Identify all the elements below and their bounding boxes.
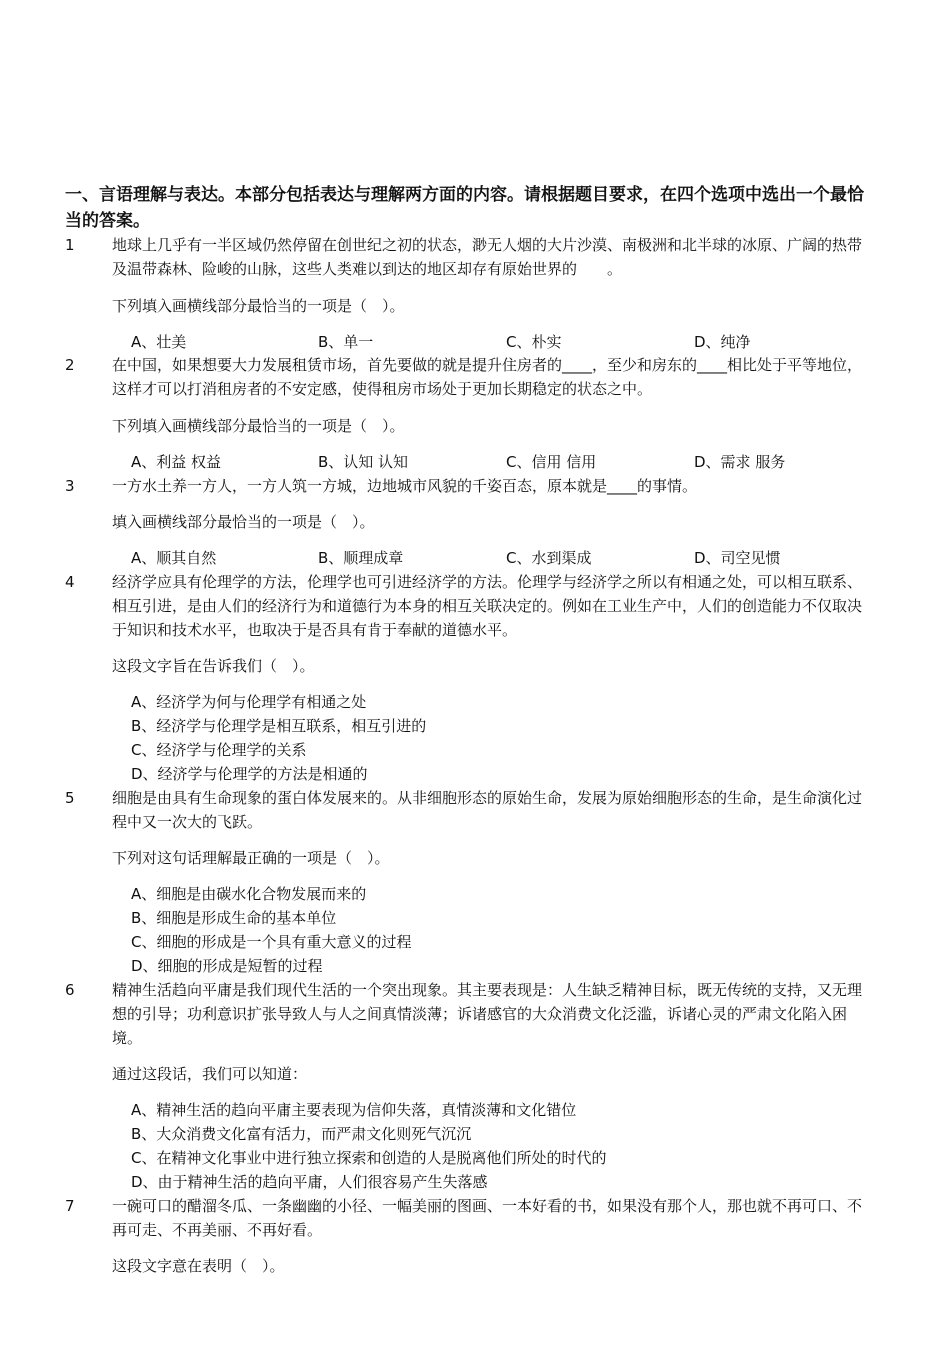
option-b[interactable]: B、大众消费文化富有活力，而严肃文化则死气沉沉	[131, 1125, 472, 1143]
option-c[interactable]: C、细胞的形成是一个具有重大意义的过程	[131, 933, 412, 951]
question-number: 4	[65, 573, 75, 591]
option-a[interactable]: A、利益 权益	[131, 453, 222, 471]
option-d[interactable]: D、由于精神生活的趋向平庸，人们很容易产生失落感	[131, 1173, 488, 1191]
section-title: 一、言语理解与表达。本部分包括表达与理解两方面的内容。请根据题目要求，在四个选项中选出一个最恰当的答案。	[65, 185, 864, 231]
question-number: 6	[65, 981, 75, 999]
question-number: 5	[65, 789, 75, 807]
question-number: 3	[65, 477, 75, 495]
question-prompt: 这段文字意在表明（ ）。	[112, 1257, 285, 1275]
option-b[interactable]: B、认知 认知	[318, 453, 409, 471]
option-c[interactable]: C、朴实	[506, 333, 562, 351]
option-a[interactable]: A、壮美	[131, 333, 187, 351]
question-prompt: 通过这段话，我们可以知道：	[112, 1065, 308, 1083]
question-stem: 地球上几乎有一半区域仍然停留在创世纪之初的状态，渺无人烟的大片沙漠、南极洲和北半球的冰原、广阔的热带及温带森林、险峻的山脉，这些人类难以到达的地区却存有原始世界的 。	[112, 236, 863, 278]
question-number: 1	[65, 236, 75, 254]
option-a[interactable]: A、精神生活的趋向平庸主要表现为信仰失落，真情淡薄和文化错位	[131, 1101, 577, 1119]
option-d[interactable]: D、司空见惯	[694, 549, 781, 567]
question-prompt: 下列对这句话理解最正确的一项是（ ）。	[112, 849, 390, 867]
question-prompt: 这段文字旨在告诉我们（ ）。	[112, 657, 315, 675]
option-c[interactable]: C、水到渠成	[506, 549, 592, 567]
option-b[interactable]: B、单一	[318, 333, 374, 351]
option-a[interactable]: A、细胞是由碳水化合物发展而来的	[131, 885, 367, 903]
question-number: 2	[65, 356, 75, 374]
question-stem: 在中国，如果想要大力发展租赁市场，首先要做的就是提升住房者的____，至少和房东的____相比处于平等地位，这样才可以打消租房者的不安定感，使得租房市场处于更加长期稳定的状态之中。	[112, 356, 863, 398]
option-d[interactable]: D、经济学与伦理学的方法是相通的	[131, 765, 368, 783]
question-prompt: 填入画横线部分最恰当的一项是（ ）。	[112, 513, 375, 531]
question-number: 7	[65, 1197, 75, 1215]
option-b[interactable]: B、顺理成章	[318, 549, 404, 567]
question-stem: 细胞是由具有生命现象的蛋白体发展来的。从非细胞形态的原始生命，发展为原始细胞形态的生命，是生命演化过程中又一次大的飞跃。	[112, 789, 863, 831]
option-d[interactable]: D、需求 服务	[694, 453, 786, 471]
option-a[interactable]: A、经济学为何与伦理学有相通之处	[131, 693, 367, 711]
option-d[interactable]: D、纯净	[694, 333, 751, 351]
question-stem: 经济学应具有伦理学的方法，伦理学也可引进经济学的方法。伦理学与经济学之所以有相通之处，可以相互联系、相互引进，是由人们的经济行为和道德行为本身的相互关联决定的。例如在工业生产中，人们的创造能力不仅取决于知识和技术水平，也取决于是否具有肯于奉献的道德水平。	[112, 573, 863, 639]
question-prompt: 下列填入画横线部分最恰当的一项是（ ）。	[112, 417, 405, 435]
question-stem: 精神生活趋向平庸是我们现代生活的一个突出现象。其主要表现是：人生缺乏精神目标，既无传统的支持，又无理想的引导；功利意识扩张导致人与人之间真情淡薄；诉诸感官的大众消费文化泛滥，诉诸心灵的严肃文化陷入困境。	[112, 981, 863, 1047]
option-a[interactable]: A、顺其自然	[131, 549, 217, 567]
option-c[interactable]: C、在精神文化事业中进行独立探索和创造的人是脱离他们所处的时代的	[131, 1149, 607, 1167]
option-c[interactable]: C、经济学与伦理学的关系	[131, 741, 307, 759]
question-stem: 一碗可口的醋溜冬瓜、一条幽幽的小径、一幅美丽的图画、一本好看的书，如果没有那个人，那也就不再可口、不再可走、不再美丽、不再好看。	[112, 1197, 863, 1239]
question-prompt: 下列填入画横线部分最恰当的一项是（ ）。	[112, 297, 405, 315]
option-b[interactable]: B、经济学与伦理学是相互联系，相互引进的	[131, 717, 427, 735]
option-b[interactable]: B、细胞是形成生命的基本单位	[131, 909, 337, 927]
question-stem: 一方水土养一方人，一方人筑一方城，边地城市风貌的千姿百态，原本就是____的事情。	[112, 477, 698, 495]
option-c[interactable]: C、信用 信用	[506, 453, 597, 471]
option-d[interactable]: D、细胞的形成是短暂的过程	[131, 957, 323, 975]
